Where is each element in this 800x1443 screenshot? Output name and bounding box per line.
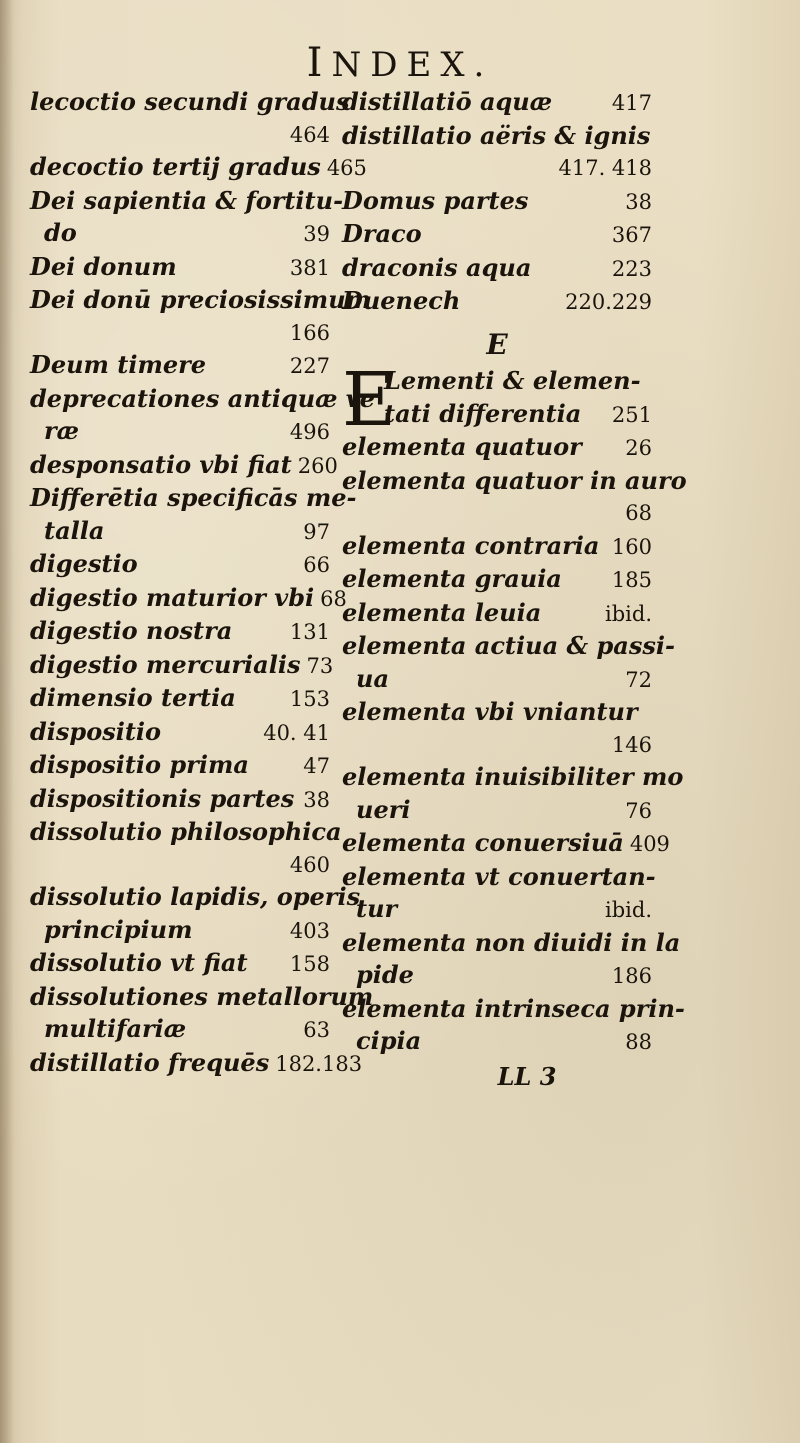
- entry-term: digestio: [30, 549, 138, 578]
- index-entry: [30, 251, 330, 285]
- index-entry: [30, 415, 330, 449]
- entry-term: Dei donum: [30, 251, 177, 281]
- section-e-entries: [342, 431, 687, 1059]
- index-entry: [30, 881, 361, 914]
- entry-term: distillatio aëris & ignis: [342, 120, 651, 150]
- entry-term: Deum timere: [30, 350, 207, 379]
- entry-page: 367: [611, 223, 652, 247]
- entry-term: elementa quatuor in auro: [342, 465, 687, 495]
- entry-term: dissolutio lapidis, operis: [30, 882, 361, 911]
- entry-page: 251: [611, 402, 652, 427]
- index-entry: [30, 1047, 363, 1081]
- index-entry: [342, 285, 652, 319]
- index-entry: [30, 816, 342, 849]
- index-entry: [342, 893, 652, 927]
- page-header: [0, 40, 800, 86]
- entry-term: elementa inuisibiliter mo: [342, 762, 684, 791]
- entry-page: 153: [289, 687, 330, 711]
- entry-term: Duenech: [342, 286, 461, 315]
- index-entry: [30, 914, 330, 948]
- entry-term: Dei sapientia & fortitu-: [30, 185, 344, 215]
- entry-term: elementa contraria: [342, 530, 600, 560]
- entry-page: 73: [306, 653, 334, 678]
- index-entry-continuation: [342, 497, 652, 530]
- entry-page: 417. 418: [558, 156, 652, 180]
- index-entry: [30, 151, 367, 185]
- entry-term: tur: [356, 894, 398, 923]
- entry-page: ibid.: [605, 601, 652, 626]
- entry-term: dispositio: [30, 716, 162, 746]
- entry-term: elementa vt conuertan-: [342, 861, 656, 891]
- index-entry: [30, 783, 330, 817]
- entry-page: 182.183: [275, 1051, 363, 1076]
- entry-term: Dei donū preciosissimum: [30, 285, 372, 314]
- entry-page: 76: [625, 798, 652, 823]
- index-entry: [342, 827, 670, 861]
- index-entry: [342, 431, 652, 465]
- entry-page: 186: [611, 964, 652, 988]
- entry-term: dissolutio philosophica: [30, 817, 342, 846]
- entry-page: 88: [625, 1030, 652, 1054]
- entry-term: digestio nostra: [30, 616, 233, 645]
- entry-term: distillatio frequēs: [30, 1047, 270, 1077]
- entry-page: 40. 41: [263, 720, 330, 745]
- entry-page: 38: [303, 787, 330, 812]
- index-column-right: [342, 86, 687, 1093]
- entry-page: 158: [289, 952, 330, 976]
- entry-term: dispositionis partes: [30, 783, 295, 813]
- entry-term: dispositio prima: [30, 750, 249, 779]
- index-entry: [342, 465, 687, 498]
- index-entry: [342, 861, 656, 894]
- index-entry: [30, 217, 330, 251]
- entry-page: 63: [303, 1018, 330, 1042]
- entry-term: elementa grauia: [342, 564, 562, 593]
- binding-shadow: [0, 0, 14, 1443]
- entry-term: digestio maturior vbi: [30, 582, 315, 612]
- entry-page: 464: [289, 122, 330, 147]
- entry-page: 409: [629, 832, 670, 856]
- index-entry: [342, 761, 684, 794]
- index-entry: [30, 682, 330, 716]
- entry-page: 166: [289, 320, 330, 345]
- entry-page: 26: [625, 436, 652, 460]
- entry-term: do: [44, 218, 77, 247]
- index-entry: [342, 630, 675, 663]
- entry-term: desponsatio vbi fiat: [30, 449, 292, 479]
- index-entry: [30, 449, 338, 483]
- entry-term: draconis aqua: [342, 252, 532, 282]
- entry-term: elementa conuersiuā: [342, 828, 624, 857]
- index-entry-continuation: [342, 729, 652, 762]
- entry-page: 47: [303, 754, 330, 778]
- index-entry: [30, 947, 330, 981]
- entry-term: multifariæ: [44, 1014, 187, 1043]
- index-entry: [342, 794, 652, 828]
- index-entry: [384, 365, 652, 398]
- index-entry-continuation: [30, 317, 330, 350]
- index-entry-continuation: [30, 119, 330, 152]
- entry-page: 381: [289, 255, 330, 280]
- dropcap-letter: E: [342, 357, 397, 443]
- index-entry: [30, 716, 330, 750]
- entry-page: 220.229: [565, 290, 652, 314]
- entry-term: dimensio tertia: [30, 683, 236, 712]
- entry-page: 465: [326, 156, 367, 180]
- entry-term: decoctio tertij gradus: [30, 152, 321, 181]
- index-entry: [30, 349, 330, 383]
- index-entry-continuation: [342, 152, 652, 185]
- index-entry: [30, 981, 374, 1014]
- entry-term: ueri: [356, 794, 411, 824]
- section-heading-e: E: [486, 327, 508, 361]
- index-entry: [30, 1013, 330, 1047]
- entry-term: digestio mercurialis: [30, 649, 301, 679]
- entry-page: 223: [611, 256, 652, 281]
- entry-term: talla: [44, 515, 105, 545]
- entry-term: Differētia specificās me-: [30, 483, 357, 512]
- index-entry: [342, 663, 652, 697]
- entry-page: 460: [289, 852, 330, 877]
- dropcap-entry-text: [384, 365, 652, 431]
- index-entry: [342, 696, 652, 729]
- entry-page: ibid.: [605, 898, 652, 922]
- entry-term: ua: [356, 663, 389, 693]
- entry-term: Lementi & elemen-: [384, 366, 641, 395]
- entry-page: 38: [625, 189, 652, 214]
- index-entry: [342, 927, 681, 960]
- entry-term: ræ: [44, 416, 80, 445]
- index-entry: [30, 582, 347, 616]
- entry-page: 185: [611, 568, 652, 592]
- entry-term: dissolutio vt fiat: [30, 948, 248, 977]
- header-initial: I: [306, 40, 332, 86]
- index-entry: [342, 86, 652, 120]
- entry-term: pide: [356, 960, 414, 989]
- entry-term: elementa vbi vniantur: [342, 697, 638, 726]
- index-entry: [30, 482, 357, 515]
- index-entry: [30, 185, 344, 218]
- entry-page: 146: [611, 732, 652, 757]
- index-entry: [384, 398, 652, 432]
- index-entry: [342, 530, 652, 564]
- index-entry: [342, 597, 652, 631]
- entry-page: 417: [611, 91, 652, 115]
- index-entry: [30, 649, 334, 683]
- header-rest: NDEX.: [331, 45, 494, 85]
- entry-page: 131: [289, 620, 330, 644]
- index-entry: [342, 563, 652, 597]
- printer-signature: LL 3: [497, 1061, 557, 1091]
- entry-page: 496: [289, 420, 330, 444]
- index-entry: [342, 218, 652, 252]
- index-entry: [30, 749, 330, 783]
- index-entry: [30, 284, 372, 317]
- entry-page: 403: [289, 918, 330, 943]
- entry-page: 227: [289, 354, 330, 378]
- index-entry: [342, 185, 652, 219]
- entry-page: 66: [303, 553, 330, 577]
- entry-term: elementa intrinseca prin-: [342, 993, 685, 1023]
- entry-term: Draco: [342, 219, 422, 248]
- index-entry: [30, 86, 350, 119]
- entry-term: elementa quatuor: [342, 432, 582, 461]
- entry-page: 68: [320, 586, 347, 611]
- entry-page: 160: [611, 534, 652, 559]
- entry-term: elementa leuia: [342, 597, 542, 627]
- section-d-continued: [342, 86, 652, 319]
- index-entry: [342, 120, 652, 153]
- index-entry: [342, 959, 652, 993]
- entry-page: 260: [297, 453, 338, 478]
- entry-term: deprecationes antiquæ ve: [30, 383, 376, 413]
- entry-term: cipia: [356, 1026, 422, 1055]
- entry-page: 39: [303, 222, 330, 246]
- index-entry-continuation: [30, 849, 330, 882]
- entry-term: elementa actiua & passi-: [342, 631, 675, 660]
- entry-page: 97: [303, 519, 330, 544]
- index-entry: [30, 383, 376, 416]
- entry-term: principium: [44, 914, 193, 944]
- entry-term: tati differentia: [384, 398, 582, 428]
- entry-term: elementa non diuidi in la: [342, 927, 681, 957]
- entry-term: Domus partes: [342, 185, 529, 215]
- entry-page: 72: [625, 667, 652, 692]
- index-entry: [30, 548, 330, 582]
- dropcap-entry: [342, 357, 652, 443]
- index-entry: [30, 515, 330, 549]
- index-entry: [342, 1025, 652, 1059]
- entry-term: distillatiō aquæ: [342, 87, 553, 116]
- index-entry: [30, 615, 330, 649]
- entry-page: 68: [625, 501, 652, 525]
- entry-term: lecoctio secundi gradus: [30, 87, 350, 116]
- index-entry: [342, 993, 685, 1026]
- entry-term: dissolutiones metallorum: [30, 981, 374, 1011]
- index-entry: [342, 252, 652, 286]
